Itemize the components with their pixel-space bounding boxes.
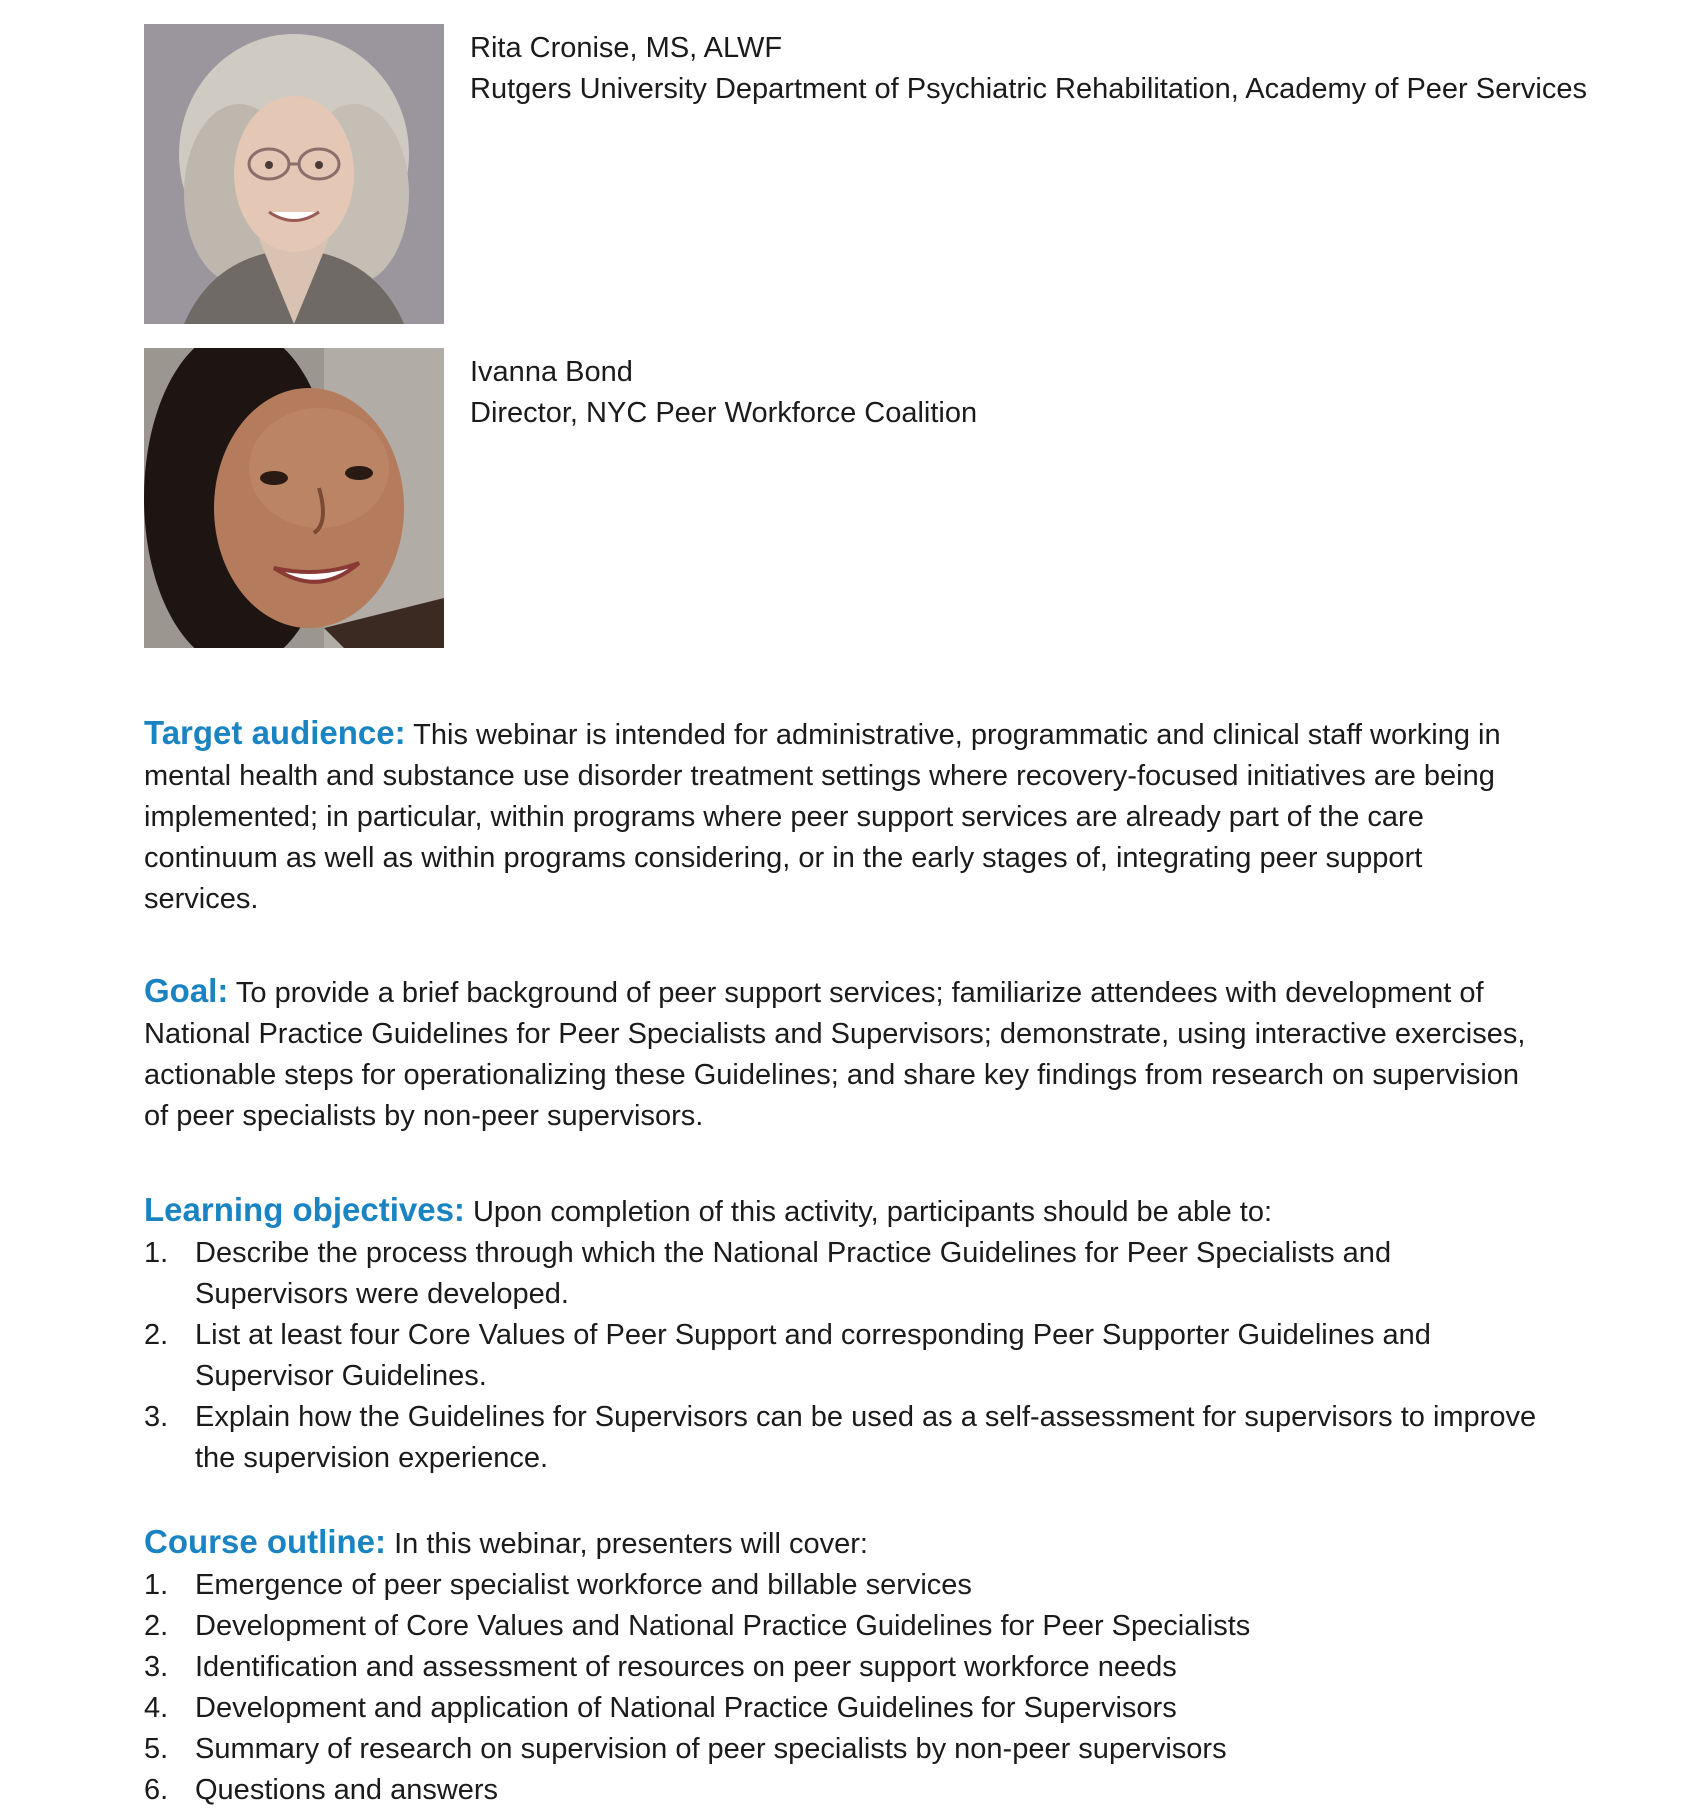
list-number: 1.	[144, 1237, 169, 1269]
list-text: Summary of research on supervision of peer specialists by non-peer supervisors	[195, 1733, 1227, 1765]
list-number: 2.	[144, 1610, 169, 1642]
list-item	[144, 1688, 1544, 1729]
section-text: To provide a brief background of peer support services; familiarize attendees with development of National Practice Guidelines for Peer Specialists and Supervisors; demonstrate, using interactive exercises, actionable steps for operationalizing these Guidelines; and share key findings from research on supervision of peer specialists by non-peer supervisors.	[144, 977, 1526, 1132]
presenter-photo	[144, 348, 444, 648]
list-number: 2.	[144, 1319, 169, 1351]
presenter-name: Ivanna Bond	[470, 356, 633, 388]
presenter-info	[470, 352, 1670, 434]
section-text: This webinar is intended for administrative, programmatic and clinical staff working in mental health and substance use disorder treatment settings where recovery-focused initiatives are being implemented; in particular, within programs where peer support services are already part of the care continuum as well as within programs considering, or in the early stages of, integrating peer support services.	[144, 719, 1501, 915]
list-text: Emergence of peer specialist workforce and billable services	[195, 1569, 972, 1601]
course-outline-section	[144, 1521, 1544, 1811]
list-item	[144, 1647, 1544, 1688]
presenter-affiliation: Rutgers University Department of Psychiatric Rehabilitation, Academy of Peer Services	[470, 73, 1587, 105]
presenter-card	[144, 24, 1587, 324]
presenter-photo	[144, 24, 444, 324]
list-item	[144, 1397, 1544, 1479]
list-number: 3.	[144, 1651, 169, 1683]
outline-list	[144, 1565, 1544, 1811]
presenter-name: Rita Cronise, MS, ALWF	[470, 32, 783, 64]
goal-section	[144, 970, 1544, 1137]
list-number: 5.	[144, 1733, 169, 1765]
list-item	[144, 1770, 1544, 1811]
list-number: 6.	[144, 1774, 169, 1806]
list-text: Describe the process through which the National Practice Guidelines for Peer Specialists and Supervisors were developed.	[195, 1237, 1392, 1310]
list-number: 3.	[144, 1401, 169, 1433]
list-text: Development and application of National Practice Guidelines for Supervisors	[195, 1692, 1177, 1724]
list-number: 1.	[144, 1569, 169, 1601]
section-heading: Target audience:	[144, 714, 406, 751]
presenter-info	[470, 28, 1670, 110]
objectives-list	[144, 1233, 1544, 1479]
list-item	[144, 1315, 1544, 1397]
list-item	[144, 1606, 1544, 1647]
target-audience-section	[144, 712, 1544, 920]
list-text: Questions and answers	[195, 1774, 499, 1806]
list-text: Development of Core Values and National Practice Guidelines for Peer Specialists	[195, 1610, 1251, 1642]
list-text: Identification and assessment of resources on peer support workforce needs	[195, 1651, 1177, 1683]
section-intro: Upon completion of this activity, participants should be able to:	[472, 1196, 1272, 1228]
section-heading: Goal:	[144, 972, 229, 1009]
presenter-affiliation: Director, NYC Peer Workforce Coalition	[470, 397, 978, 429]
section-intro: In this webinar, presenters will cover:	[394, 1528, 868, 1560]
list-text: List at least four Core Values of Peer Support and corresponding Peer Supporter Guidelines and Supervisor Guidelines.	[195, 1319, 1431, 1392]
section-heading: Learning objectives:	[144, 1191, 465, 1228]
list-item	[144, 1565, 1544, 1606]
list-item	[144, 1729, 1544, 1770]
learning-objectives-section	[144, 1189, 1544, 1479]
list-text: Explain how the Guidelines for Supervisors can be used as a self-assessment for supervisors to improve the supervision experience.	[195, 1401, 1537, 1474]
presenter-card	[144, 348, 1544, 648]
list-number: 4.	[144, 1692, 169, 1724]
section-heading: Course outline:	[144, 1523, 387, 1560]
list-item	[144, 1233, 1544, 1315]
